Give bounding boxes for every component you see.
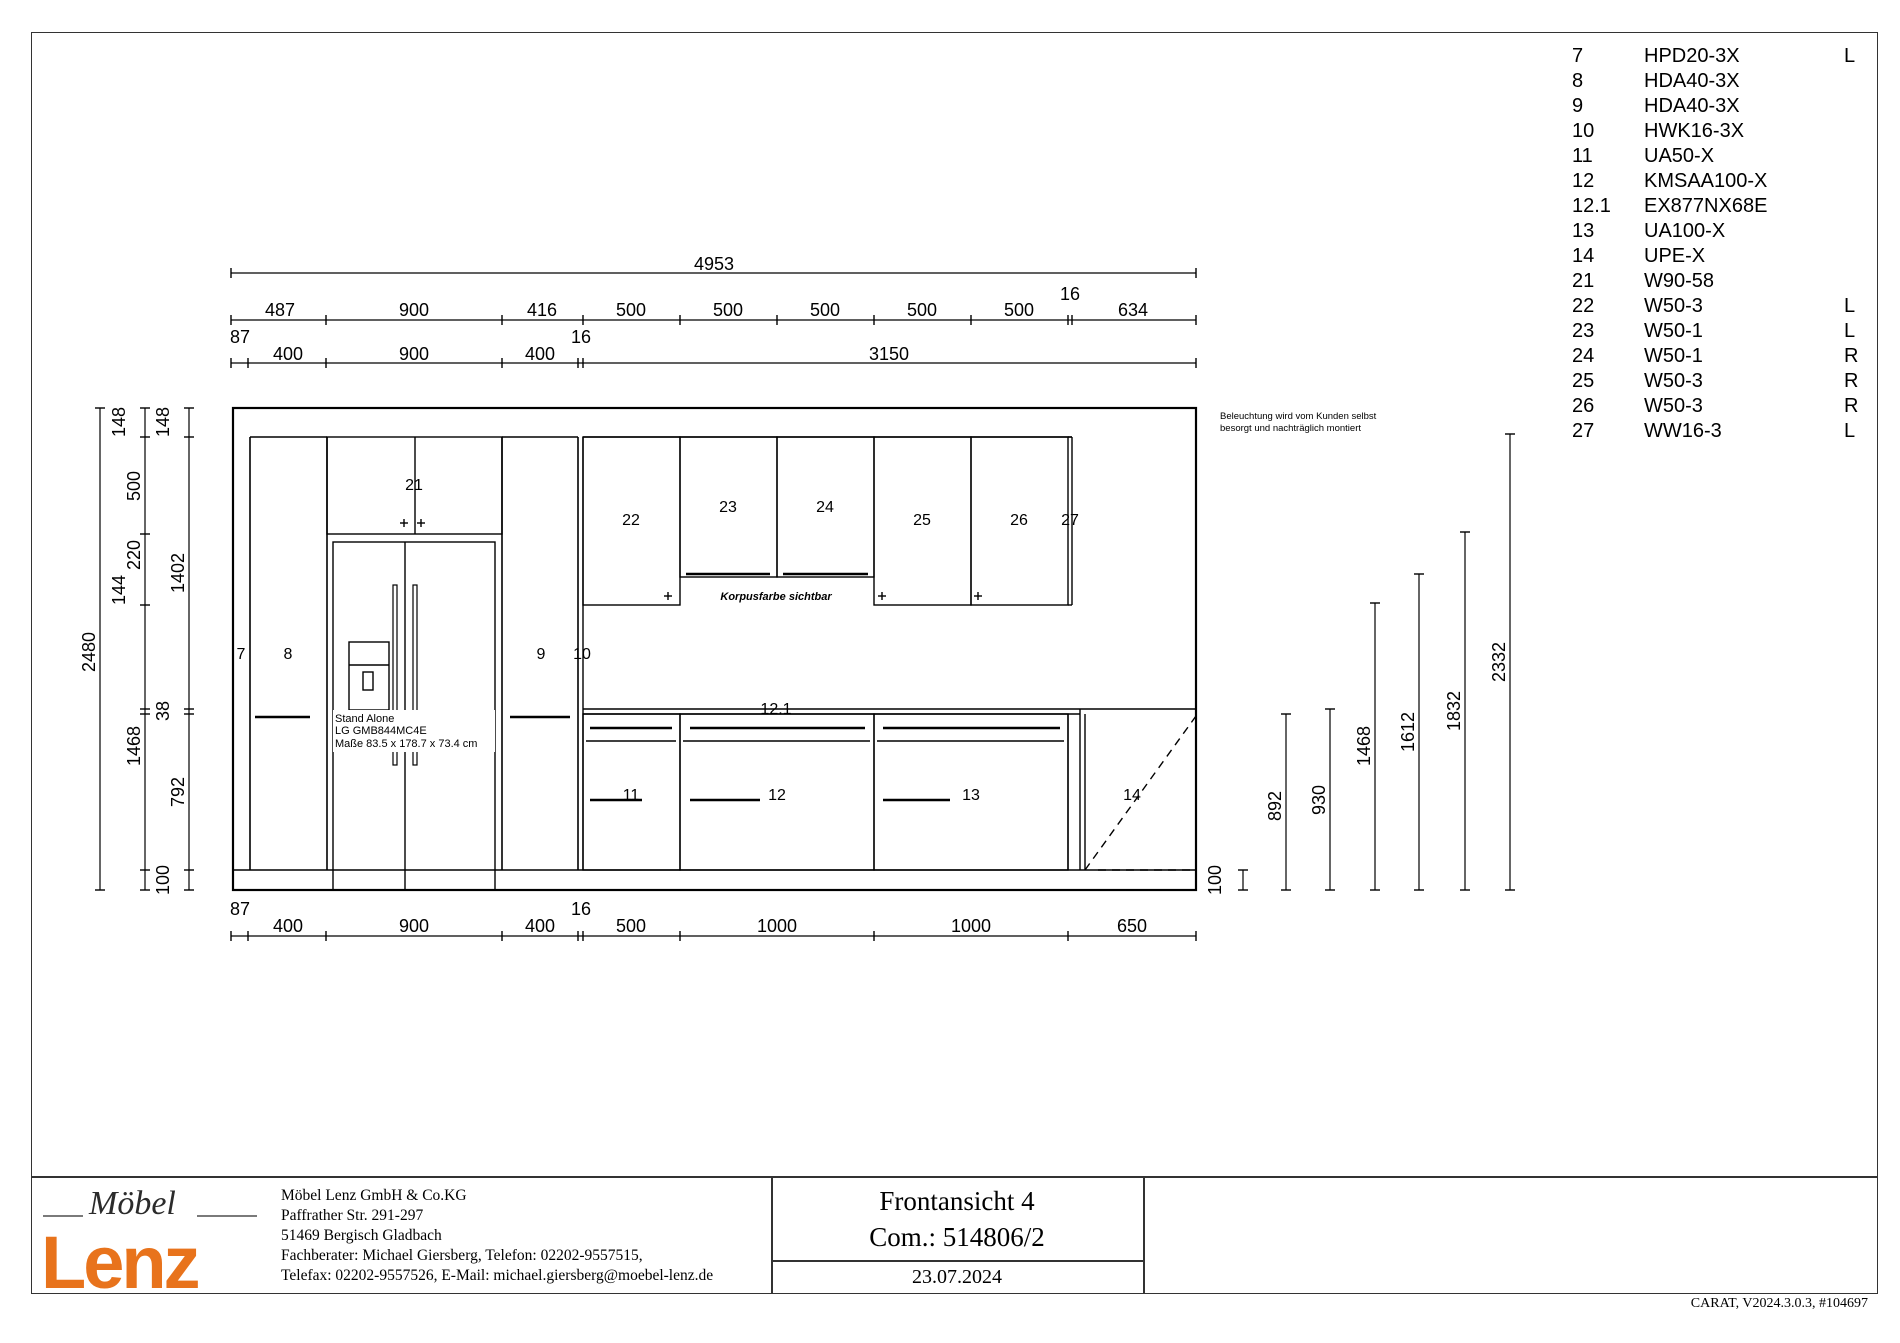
dim-left: 148 <box>109 406 129 438</box>
legend-side: L <box>1844 295 1856 317</box>
dim-row2: 400 <box>524 344 556 364</box>
legend-side: L <box>1844 45 1856 67</box>
legend-code: W50-3 <box>1644 295 1703 317</box>
legend-num: 12.1 <box>1572 195 1611 217</box>
dim-top: 16 <box>1059 284 1081 304</box>
legend-side <box>1844 94 1864 119</box>
dim-left: 792 <box>168 776 188 808</box>
legend-code: KMSAA100-X <box>1644 170 1768 192</box>
company-line: Fachberater: Michael Giersberg, Telefon: 02202-9557515, <box>281 1247 643 1264</box>
software-version: CARAT, V2024.3.0.3, #104697 <box>1690 1296 1868 1311</box>
dim-left: 1402 <box>168 552 188 594</box>
company-line: Telefax: 02202-9557526, E-Mail: michael.giersberg@moebel-lenz.de <box>281 1267 714 1284</box>
unit-label: 11 <box>622 787 640 804</box>
dim-top: 500 <box>712 300 744 320</box>
legend-side <box>1844 119 1864 144</box>
commission-number: Com.: 514806/2 <box>869 1222 1045 1252</box>
unit-label: 13 <box>962 787 980 804</box>
legend-row <box>1572 369 1872 394</box>
legend-code: HDA40-3X <box>1644 95 1740 117</box>
legend-num: 24 <box>1572 345 1595 367</box>
dim-left: 500 <box>124 470 144 502</box>
legend-side: L <box>1844 320 1856 342</box>
legend-row <box>1572 219 1872 244</box>
legend-row <box>1572 69 1872 94</box>
fridge-label-line: Maße 83.5 x 178.7 x 73.4 cm <box>335 738 478 750</box>
unit-label: 26 <box>1010 512 1028 529</box>
note-line: besorgt und nachträglich montiert <box>1220 423 1361 434</box>
legend-num: 9 <box>1572 95 1584 117</box>
legend-row <box>1572 394 1872 419</box>
legend-num: 10 <box>1572 120 1595 142</box>
legend-side: L <box>1844 420 1856 442</box>
legend-row <box>1572 319 1872 344</box>
company-line: Paffrather Str. 291-297 <box>281 1207 424 1224</box>
unit-label: 12 <box>768 787 786 804</box>
legend-row <box>1572 294 1872 319</box>
legend-row <box>1572 244 1872 269</box>
dim-right: 1468 <box>1354 725 1374 767</box>
dim-top: 500 <box>809 300 841 320</box>
dim-right: 892 <box>1265 790 1285 822</box>
legend-num: 12 <box>1572 170 1595 192</box>
dim-left: 1468 <box>124 725 144 767</box>
legend-row <box>1572 44 1872 69</box>
unit-label: 23 <box>719 499 737 516</box>
dimension-lines <box>95 268 1515 941</box>
title-text: Frontansicht 4 <box>879 1186 1035 1216</box>
dim-top: 634 <box>1117 300 1149 320</box>
dim-right: 930 <box>1309 784 1329 816</box>
dim-left: 100 <box>153 864 173 896</box>
dim-bottom: 650 <box>1116 916 1148 936</box>
legend-row <box>1572 194 1872 219</box>
dim-bottom: 87 <box>229 899 251 919</box>
company-line: 51469 Bergisch Gladbach <box>281 1227 442 1244</box>
dim-total: 4953 <box>693 254 735 274</box>
dim-right: 2332 <box>1489 641 1509 683</box>
legend-side <box>1844 269 1864 294</box>
legend-num: 7 <box>1572 45 1584 67</box>
legend-num: 25 <box>1572 370 1595 392</box>
legend-code: EX877NX68E <box>1644 195 1768 217</box>
legend-row <box>1572 144 1872 169</box>
unit-label: 21 <box>405 477 423 494</box>
legend-row <box>1572 94 1872 119</box>
unit-label: 10 <box>573 646 591 663</box>
parts-legend <box>1572 44 1872 444</box>
legend-code: HWK16-3X <box>1644 120 1745 142</box>
korpus-label: Korpusfarbe sichtbar <box>720 591 832 603</box>
dim-top: 900 <box>398 300 430 320</box>
lighting-note <box>1220 411 1420 435</box>
dim-right: 1612 <box>1398 711 1418 753</box>
legend-code: UA50-X <box>1644 145 1715 167</box>
legend-row <box>1572 119 1872 144</box>
legend-code: W50-3 <box>1644 395 1703 417</box>
fridge-label-line: LG GMB844MC4E <box>335 725 427 737</box>
dim-left: 148 <box>153 406 173 438</box>
legend-num: 14 <box>1572 245 1595 267</box>
unit-label: 24 <box>816 499 834 516</box>
dim-left: 2480 <box>79 631 99 673</box>
dim-top: 500 <box>615 300 647 320</box>
dim-row2: 3150 <box>868 344 910 364</box>
legend-side <box>1844 169 1864 194</box>
legend-code: W50-3 <box>1644 370 1703 392</box>
fridge-label-line: Stand Alone <box>335 713 395 725</box>
dim-bottom: 400 <box>524 916 556 936</box>
legend-code: UPE-X <box>1644 245 1706 267</box>
legend-side <box>1844 219 1864 244</box>
legend-side: R <box>1844 395 1859 417</box>
dim-bottom: 500 <box>615 916 647 936</box>
unit-label: 7 <box>236 646 246 663</box>
dim-right: 100 <box>1205 864 1225 896</box>
wall-outline <box>233 408 1196 890</box>
legend-num: 26 <box>1572 395 1595 417</box>
logo-text-bottom: Lenz <box>41 1221 198 1294</box>
title-block <box>31 1176 1878 1294</box>
unit-label: 8 <box>283 646 293 663</box>
dim-bottom: 1000 <box>756 916 798 936</box>
legend-num: 23 <box>1572 320 1595 342</box>
legend-side <box>1844 69 1864 94</box>
dim-row2: 16 <box>570 327 592 347</box>
legend-code: HPD20-3X <box>1644 45 1740 67</box>
legend-num: 21 <box>1572 270 1595 292</box>
dim-top: 500 <box>1003 300 1035 320</box>
unit-label: 9 <box>536 646 546 663</box>
company-line: Möbel Lenz GmbH & Co.KG <box>281 1187 467 1204</box>
dim-left: 38 <box>153 700 173 722</box>
legend-num: 8 <box>1572 70 1584 92</box>
unit-label: 22 <box>622 512 640 529</box>
legend-code: W90-58 <box>1644 270 1715 292</box>
legend-code: W50-1 <box>1644 345 1703 367</box>
legend-row <box>1572 344 1872 369</box>
dim-top: 500 <box>906 300 938 320</box>
legend-code: UA100-X <box>1644 220 1726 242</box>
dim-left: 220 <box>124 539 144 571</box>
legend-side <box>1844 144 1864 169</box>
dim-left: 144 <box>109 574 129 606</box>
dim-bottom: 1000 <box>950 916 992 936</box>
dim-bottom: 16 <box>570 899 592 919</box>
unit-numbers <box>237 477 1141 804</box>
dim-bottom: 900 <box>398 916 430 936</box>
legend-num: 27 <box>1572 420 1595 442</box>
legend-side <box>1844 244 1864 269</box>
drawing-date: 23.07.2024 <box>912 1266 1002 1288</box>
drawing-title <box>771 1176 1143 1260</box>
legend-num: 22 <box>1572 295 1595 317</box>
legend-side: R <box>1844 370 1859 392</box>
legend-side: R <box>1844 345 1859 367</box>
legend-row <box>1572 269 1872 294</box>
legend-row <box>1572 169 1872 194</box>
dim-top: 416 <box>526 300 558 320</box>
note-line: Beleuchtung wird vom Kunden selbst <box>1220 411 1377 422</box>
dim-top: 487 <box>264 300 296 320</box>
company-address <box>281 1186 801 1286</box>
dim-bottom: 400 <box>272 916 304 936</box>
legend-code: HDA40-3X <box>1644 70 1740 92</box>
dim-row2: 400 <box>272 344 304 364</box>
legend-num: 11 <box>1572 145 1593 167</box>
logo-text-top: Möbel <box>89 1185 176 1222</box>
dim-right: 1832 <box>1444 690 1464 732</box>
dim-row2: 87 <box>229 327 251 347</box>
company-logo <box>31 1176 271 1294</box>
legend-side <box>1844 194 1864 219</box>
legend-num: 13 <box>1572 220 1595 242</box>
unit-label: 12.1 <box>760 701 792 718</box>
legend-code: W50-1 <box>1644 320 1703 342</box>
unit-label: 14 <box>1123 787 1141 804</box>
unit-label: 27 <box>1061 512 1079 529</box>
unit-label: 25 <box>913 512 931 529</box>
legend-row <box>1572 419 1872 444</box>
dim-row2: 900 <box>398 344 430 364</box>
legend-code: WW16-3 <box>1644 420 1722 442</box>
